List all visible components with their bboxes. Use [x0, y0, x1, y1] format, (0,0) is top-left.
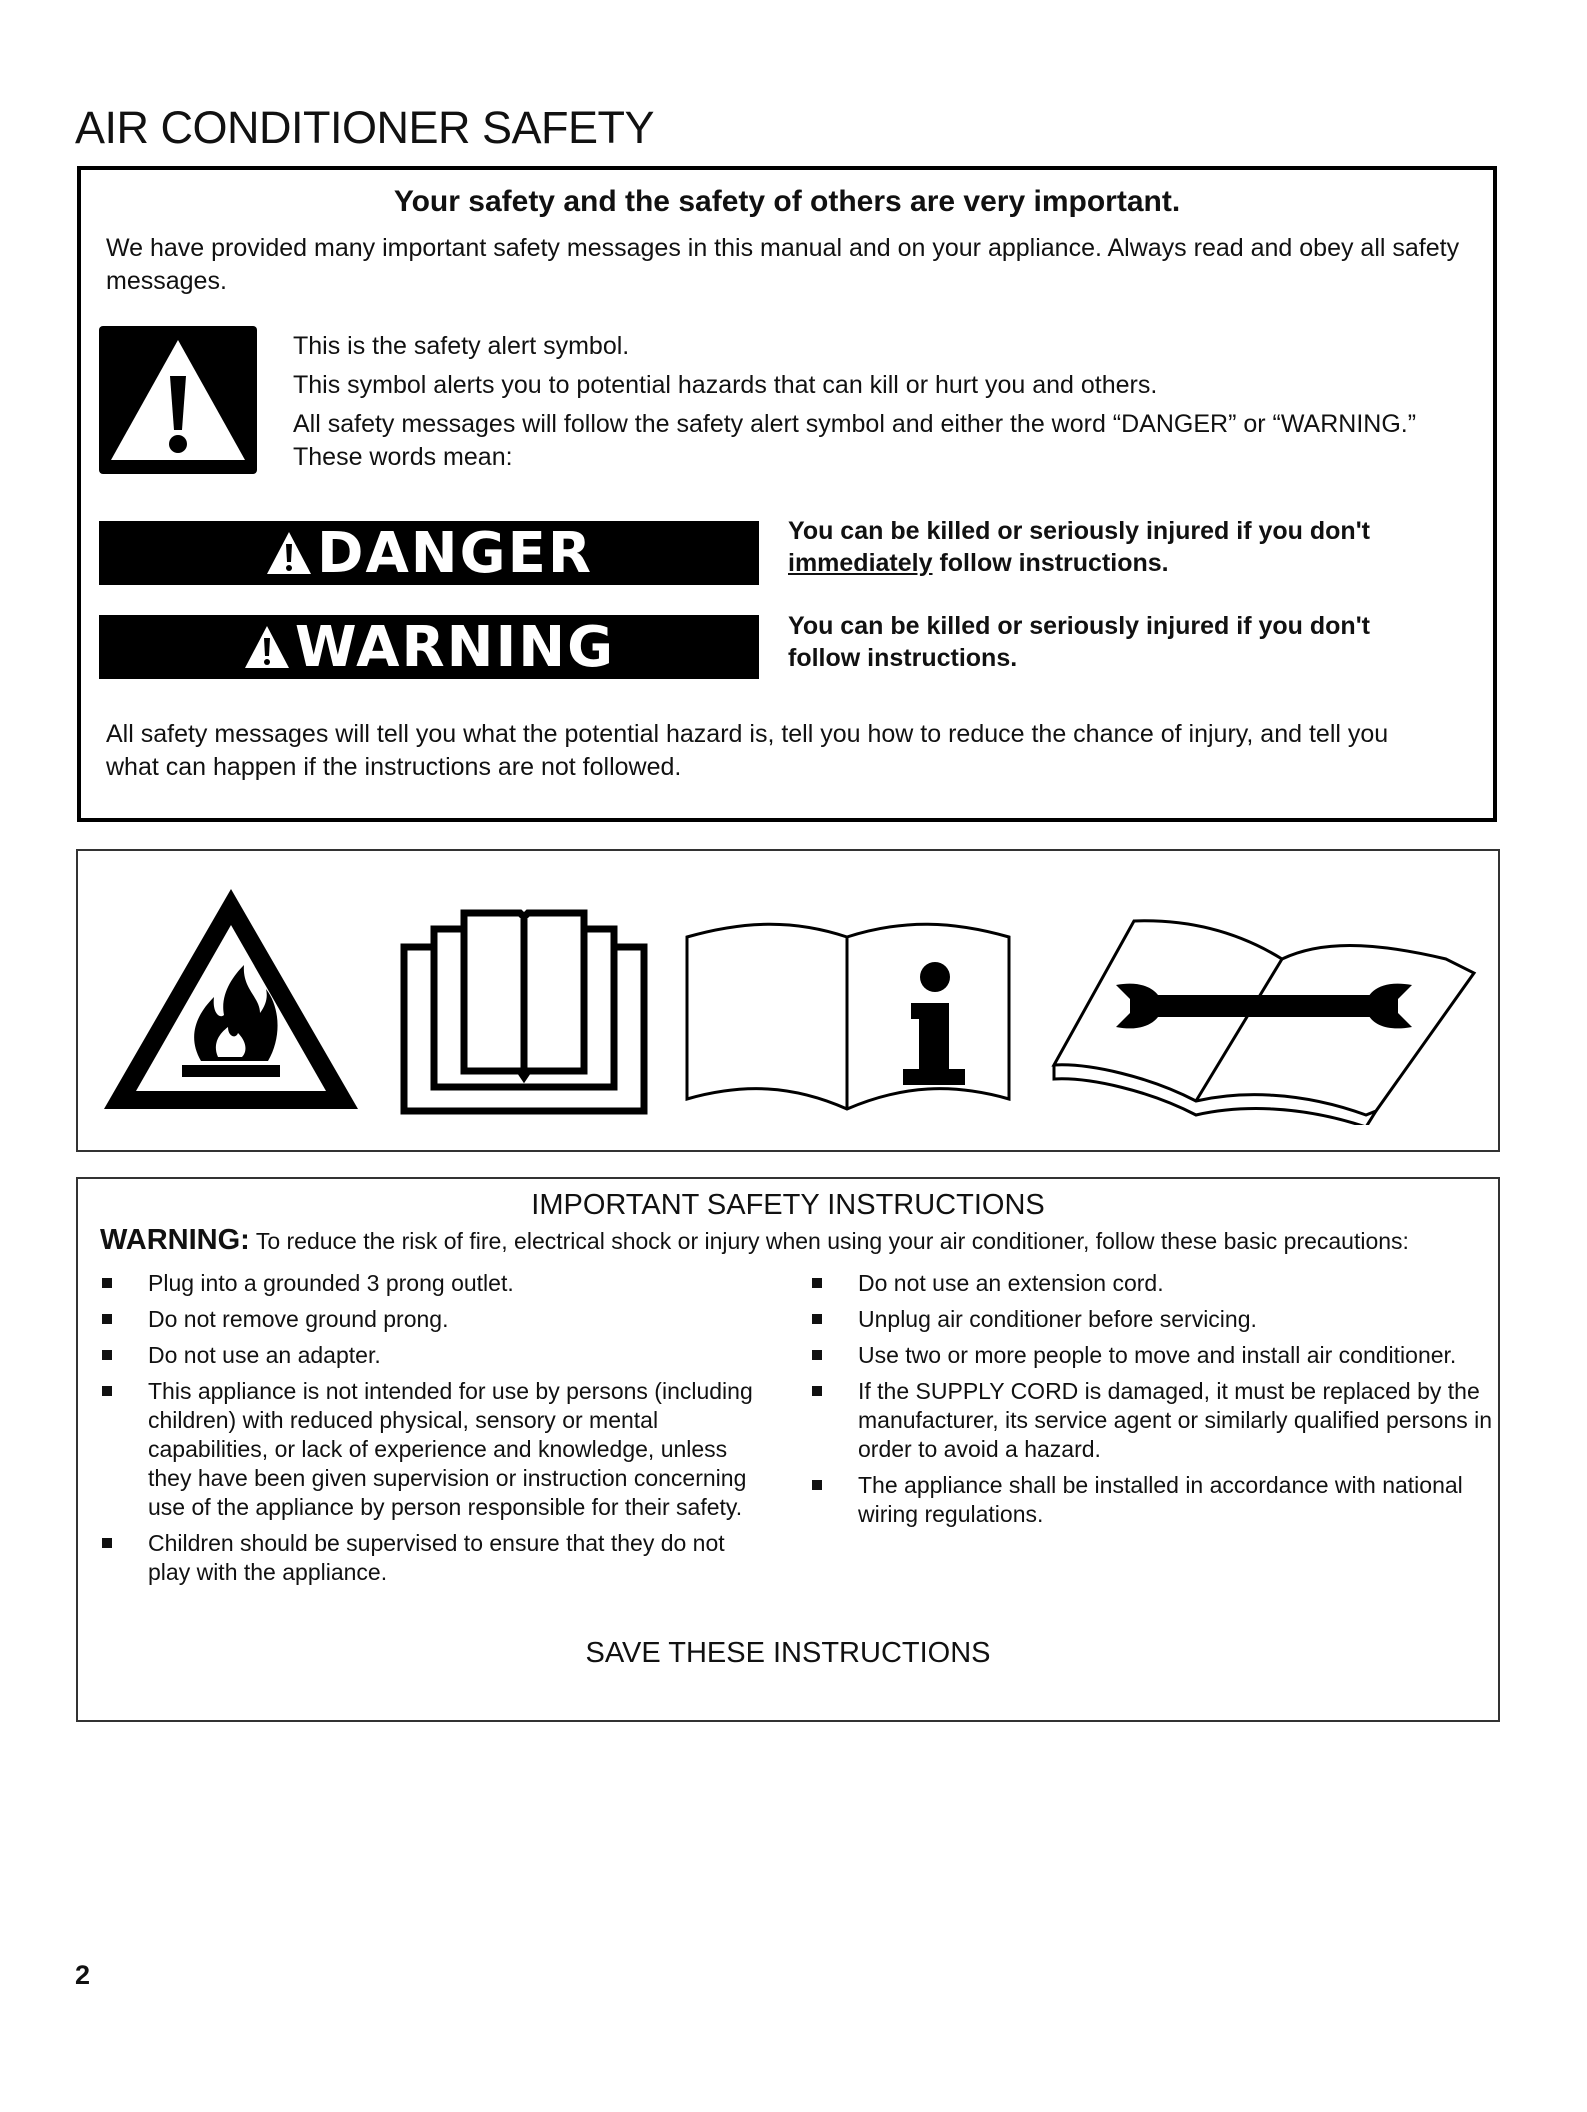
danger-desc-before: You can be killed or seriously injured if you don't	[788, 517, 1370, 545]
list-item	[812, 1341, 1502, 1370]
alert-line-2: This symbol alerts you to potential hazards that can kill or hurt you and others.	[293, 371, 1158, 399]
safety-intro: We have provided many important safety messages in this manual and on your appliance. Always read and obey all safety messages.	[106, 234, 1460, 295]
warning-signal-bar	[99, 615, 759, 679]
danger-label: DANGER	[316, 520, 594, 586]
warning-description: You can be killed or seriously injured if you don't follow instructions.	[788, 612, 1370, 672]
danger-alert-icon	[265, 530, 313, 576]
bullet-icon	[102, 1386, 112, 1396]
danger-signal-bar	[99, 521, 759, 585]
alert-explanation	[293, 330, 1433, 480]
danger-desc-underlined: immediately	[788, 549, 933, 577]
danger-desc-after: follow instructions.	[932, 549, 1169, 577]
bullet-icon	[812, 1480, 822, 1490]
warning-text: To reduce the risk of fire, electrical shock or injury when using your air conditioner, follow these basic precautions:	[255, 1228, 1409, 1254]
list-item-text: Do not remove ground prong.	[148, 1306, 449, 1332]
list-item-text: Do not use an adapter.	[148, 1342, 381, 1368]
bullet-icon	[812, 1386, 822, 1396]
bullet-icon	[102, 1538, 112, 1548]
list-item	[812, 1269, 1502, 1298]
alert-line-1: This is the safety alert symbol.	[293, 332, 630, 360]
alert-line-3: All safety messages will follow the safety alert symbol and either the word “DANGER” or “WARNING.” These words mean:	[293, 410, 1417, 471]
safety-heading: Your safety and the safety of others are very important.	[393, 185, 1181, 218]
bullet-icon	[812, 1350, 822, 1360]
list-item-text: This appliance is not intended for use by persons (including children) with reduced physical, sensory or mental capabilities, or lack of experience and knowledge, unless they have been given supervision or instruction concerning use of the appliance by person responsible for their safety.	[148, 1378, 753, 1520]
bullet-icon	[102, 1278, 112, 1288]
information-manual-icon	[683, 919, 1013, 1113]
left-precautions-list	[102, 1269, 822, 1594]
important-instructions-box	[76, 1177, 1500, 1722]
warning-alert-icon	[243, 624, 291, 670]
list-item-text: If the SUPPLY CORD is damaged, it must be replaced by the manufacturer, its service agent or similarly qualified persons in order to avoid a hazard.	[858, 1378, 1493, 1462]
danger-description	[788, 515, 1433, 579]
flammable-warning-icon	[100, 885, 362, 1113]
bullet-icon	[812, 1278, 822, 1288]
right-precautions-list	[812, 1269, 1502, 1536]
list-item	[102, 1529, 822, 1587]
symbols-box	[76, 849, 1500, 1152]
safety-outro: All safety messages will tell you what the potential hazard is, tell you how to reduce the chance of injury, and tell you what can happen if the instructions are not followed.	[106, 720, 1389, 781]
list-item	[102, 1377, 822, 1522]
instructions-title: IMPORTANT SAFETY INSTRUCTIONS	[531, 1189, 1045, 1221]
list-item-text: Use two or more people to move and install air conditioner.	[858, 1342, 1457, 1368]
page-title: AIR CONDITIONER SAFETY	[75, 102, 655, 153]
list-item	[102, 1341, 822, 1370]
service-manual-icon	[1050, 915, 1480, 1125]
list-item	[102, 1305, 822, 1334]
list-item	[812, 1471, 1502, 1529]
bullet-icon	[102, 1350, 112, 1360]
bullet-icon	[812, 1314, 822, 1324]
list-item-text: The appliance shall be installed in accordance with national wiring regulations.	[858, 1472, 1463, 1527]
list-item-text: Plug into a grounded 3 prong outlet.	[148, 1270, 514, 1296]
safety-alert-icon	[99, 326, 257, 474]
list-item	[812, 1305, 1502, 1334]
warning-prefix: WARNING:	[100, 1224, 250, 1256]
list-item-text: Children should be supervised to ensure that they do not play with the appliance.	[148, 1530, 725, 1585]
list-item-text: Unplug air conditioner before servicing.	[858, 1306, 1257, 1332]
warning-line	[100, 1224, 1488, 1257]
safety-message-box	[77, 166, 1497, 822]
save-instructions: SAVE THESE INSTRUCTIONS	[585, 1637, 991, 1669]
list-item	[102, 1269, 822, 1298]
warning-label: WARNING	[294, 614, 616, 680]
page-number: 2	[75, 1960, 91, 1990]
list-item-text: Do not use an extension cord.	[858, 1270, 1164, 1296]
read-manual-icon	[400, 907, 648, 1115]
bullet-icon	[102, 1314, 112, 1324]
list-item	[812, 1377, 1502, 1464]
